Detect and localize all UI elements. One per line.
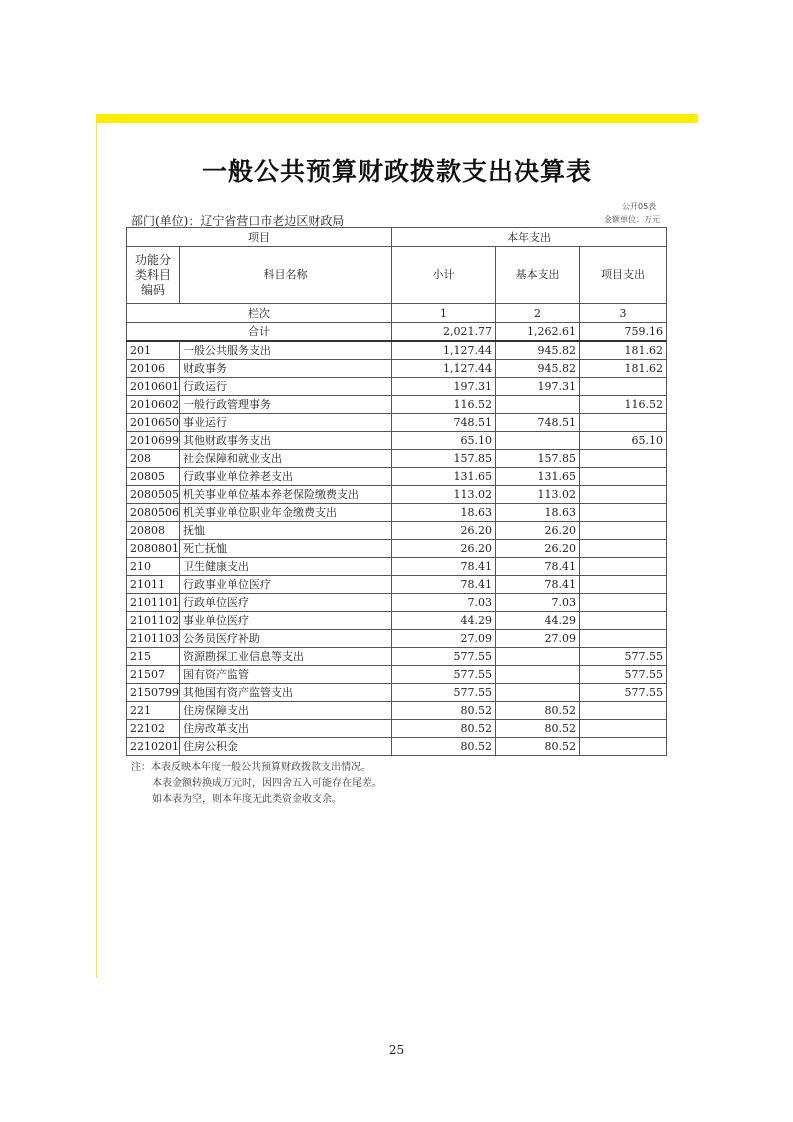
row-subtotal: 1,127.44 — [392, 360, 496, 378]
row-subtotal: 577.55 — [392, 684, 496, 702]
row-basic: 748.51 — [496, 414, 580, 432]
row-subtotal: 131.65 — [392, 468, 496, 486]
row-subtotal: 748.51 — [392, 414, 496, 432]
header-row-1 — [127, 228, 667, 247]
row-subtotal: 116.52 — [392, 396, 496, 414]
row-name: 公务员医疗补助 — [180, 630, 392, 648]
row-basic: 80.52 — [496, 738, 580, 756]
row-project — [580, 468, 667, 486]
header-subtotal: 小计 — [392, 247, 496, 304]
row-project — [580, 612, 667, 630]
note-line: 注：本表反映本年度一般公共预算财政拨款支出情况。 — [131, 762, 371, 773]
row-code: 2101101 — [127, 594, 180, 612]
row-project — [580, 720, 667, 738]
row-basic: 945.82 — [496, 341, 580, 360]
row-code: 2150799 — [127, 684, 180, 702]
row-basic — [496, 396, 580, 414]
row-code: 2101102 — [127, 612, 180, 630]
table-row — [127, 522, 667, 540]
row-name: 住房公积金 — [180, 738, 392, 756]
table-row — [127, 504, 667, 522]
row-code: 201 — [127, 341, 180, 360]
row-project: 577.55 — [580, 684, 667, 702]
row-basic: 27.09 — [496, 630, 580, 648]
row-project — [580, 522, 667, 540]
row-basic: 131.65 — [496, 468, 580, 486]
row-subtotal: 7.03 — [392, 594, 496, 612]
yellow-side-line — [96, 123, 97, 978]
row-name: 财政事务 — [180, 360, 392, 378]
row-basic: 78.41 — [496, 576, 580, 594]
total-subtotal: 2,021.77 — [392, 323, 496, 342]
note-line: 本表金额转换成万元时，因四舍五入可能存在尾差。 — [152, 778, 382, 789]
page-title: 一般公共预算财政拨款支出决算表 — [201, 157, 592, 186]
row-project — [580, 738, 667, 756]
header-code: 功能分类科目编码 — [127, 247, 180, 304]
row-project — [580, 378, 667, 396]
row-basic: 80.52 — [496, 702, 580, 720]
total-label: 合计 — [127, 323, 392, 342]
header-row-2 — [127, 247, 667, 304]
row-subtotal: 80.52 — [392, 720, 496, 738]
row-subtotal: 65.10 — [392, 432, 496, 450]
table-row — [127, 720, 667, 738]
table-row — [127, 594, 667, 612]
row-code: 2210201 — [127, 738, 180, 756]
row-project — [580, 450, 667, 468]
row-project — [580, 414, 667, 432]
row-code: 2080801 — [127, 540, 180, 558]
row-project: 65.10 — [580, 432, 667, 450]
row-project — [580, 630, 667, 648]
row-code: 2010650 — [127, 414, 180, 432]
row-name: 行政单位医疗 — [180, 594, 392, 612]
row-name: 行政运行 — [180, 378, 392, 396]
row-subtotal: 27.09 — [392, 630, 496, 648]
table-row — [127, 540, 667, 558]
row-name: 卫生健康支出 — [180, 558, 392, 576]
department-label: 部门(单位)：辽宁省营口市老边区财政局 — [131, 214, 345, 228]
row-name: 一般行政管理事务 — [180, 396, 392, 414]
row-code: 20808 — [127, 522, 180, 540]
row-code: 2010699 — [127, 432, 180, 450]
row-basic — [496, 432, 580, 450]
column-index-3: 3 — [580, 304, 667, 323]
table-row — [127, 341, 667, 360]
row-subtotal: 577.55 — [392, 648, 496, 666]
row-name: 死亡抚恤 — [180, 540, 392, 558]
row-code: 22102 — [127, 720, 180, 738]
column-index-label: 栏次 — [127, 304, 392, 323]
column-index-row — [127, 304, 667, 323]
row-name: 事业单位医疗 — [180, 612, 392, 630]
row-project — [580, 486, 667, 504]
total-basic: 1,262.61 — [496, 323, 580, 342]
row-project: 181.62 — [580, 341, 667, 360]
row-code: 2080506 — [127, 504, 180, 522]
table-row — [127, 702, 667, 720]
row-project: 577.55 — [580, 648, 667, 666]
table-row — [127, 414, 667, 432]
notes — [131, 760, 382, 808]
table-row — [127, 630, 667, 648]
row-basic: 197.31 — [496, 378, 580, 396]
row-subtotal: 78.41 — [392, 558, 496, 576]
row-code: 2010601 — [127, 378, 180, 396]
row-name: 其他国有资产监管支出 — [180, 684, 392, 702]
page-number: 25 — [388, 1043, 405, 1057]
form-code: 公开05表 — [622, 202, 657, 211]
row-subtotal: 18.63 — [392, 504, 496, 522]
header-current-year: 本年支出 — [392, 228, 667, 247]
row-basic: 113.02 — [496, 486, 580, 504]
row-name: 行政事业单位医疗 — [180, 576, 392, 594]
row-name: 事业运行 — [180, 414, 392, 432]
header-name: 科目名称 — [180, 247, 392, 304]
row-basic: 157.85 — [496, 450, 580, 468]
row-project — [580, 504, 667, 522]
table-row — [127, 648, 667, 666]
table-row — [127, 738, 667, 756]
row-basic — [496, 648, 580, 666]
row-subtotal: 80.52 — [392, 738, 496, 756]
table-row — [127, 558, 667, 576]
row-subtotal: 78.41 — [392, 576, 496, 594]
table-row — [127, 432, 667, 450]
row-name: 国有资产监管 — [180, 666, 392, 684]
table-row — [127, 666, 667, 684]
row-project — [580, 540, 667, 558]
row-name: 社会保障和就业支出 — [180, 450, 392, 468]
table-row — [127, 378, 667, 396]
column-index-2: 2 — [496, 304, 580, 323]
row-code: 20805 — [127, 468, 180, 486]
row-code: 208 — [127, 450, 180, 468]
table-row — [127, 360, 667, 378]
row-code: 2080505 — [127, 486, 180, 504]
row-basic — [496, 684, 580, 702]
table-row — [127, 486, 667, 504]
row-subtotal: 577.55 — [392, 666, 496, 684]
table-row — [127, 468, 667, 486]
row-name: 抚恤 — [180, 522, 392, 540]
column-index-1: 1 — [392, 304, 496, 323]
table-row — [127, 450, 667, 468]
row-project: 181.62 — [580, 360, 667, 378]
table-row — [127, 612, 667, 630]
table-row — [127, 396, 667, 414]
yellow-header-bar — [96, 114, 698, 123]
row-basic: 18.63 — [496, 504, 580, 522]
row-project — [580, 702, 667, 720]
row-code: 21507 — [127, 666, 180, 684]
row-code: 21011 — [127, 576, 180, 594]
row-code: 20106 — [127, 360, 180, 378]
header-project-expenditure: 项目支出 — [580, 247, 667, 304]
row-project — [580, 576, 667, 594]
row-code: 221 — [127, 702, 180, 720]
header-basic: 基本支出 — [496, 247, 580, 304]
table-row — [127, 684, 667, 702]
row-basic: 44.29 — [496, 612, 580, 630]
row-subtotal: 44.29 — [392, 612, 496, 630]
row-name: 行政事业单位养老支出 — [180, 468, 392, 486]
table-row — [127, 576, 667, 594]
row-project: 116.52 — [580, 396, 667, 414]
row-name: 一般公共服务支出 — [180, 341, 392, 360]
row-basic — [496, 666, 580, 684]
row-subtotal: 113.02 — [392, 486, 496, 504]
row-name: 住房改革支出 — [180, 720, 392, 738]
row-code: 2010602 — [127, 396, 180, 414]
row-name: 住房保障支出 — [180, 702, 392, 720]
row-basic: 78.41 — [496, 558, 580, 576]
row-name: 机关事业单位职业年金缴费支出 — [180, 504, 392, 522]
total-project: 759.16 — [580, 323, 667, 342]
row-project — [580, 594, 667, 612]
row-project: 577.55 — [580, 666, 667, 684]
budget-table — [126, 227, 667, 756]
row-basic: 7.03 — [496, 594, 580, 612]
amount-unit: 金额单位：万元 — [604, 215, 660, 224]
row-subtotal: 26.20 — [392, 540, 496, 558]
row-name: 机关事业单位基本养老保险缴费支出 — [180, 486, 392, 504]
header-project: 项目 — [127, 228, 392, 247]
note-line: 如本表为空，则本年度无此类资金收支余。 — [152, 794, 342, 805]
row-basic: 26.20 — [496, 522, 580, 540]
total-row — [127, 323, 667, 342]
row-code: 215 — [127, 648, 180, 666]
row-code: 2101103 — [127, 630, 180, 648]
row-code: 210 — [127, 558, 180, 576]
row-subtotal: 80.52 — [392, 702, 496, 720]
row-subtotal: 157.85 — [392, 450, 496, 468]
table-body — [127, 341, 667, 756]
row-subtotal: 197.31 — [392, 378, 496, 396]
row-subtotal: 26.20 — [392, 522, 496, 540]
row-basic: 80.52 — [496, 720, 580, 738]
row-basic: 945.82 — [496, 360, 580, 378]
row-project — [580, 558, 667, 576]
row-subtotal: 1,127.44 — [392, 341, 496, 360]
row-name: 其他财政事务支出 — [180, 432, 392, 450]
row-name: 资源勘探工业信息等支出 — [180, 648, 392, 666]
row-basic: 26.20 — [496, 540, 580, 558]
